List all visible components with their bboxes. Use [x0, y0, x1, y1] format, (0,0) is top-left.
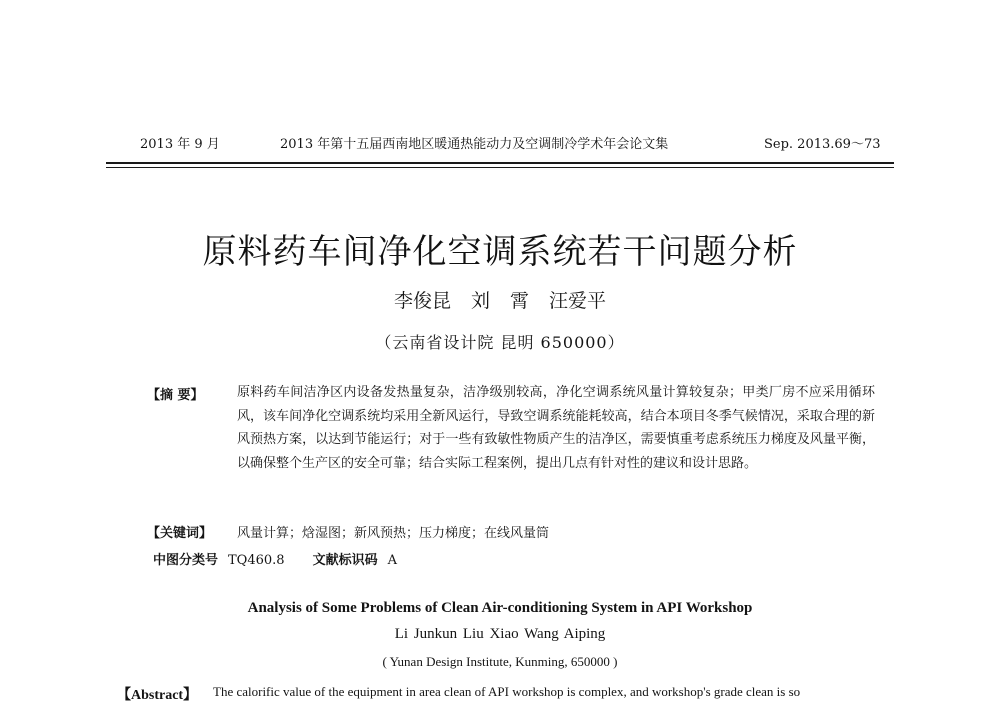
- keywords-label: 【关键词】: [147, 526, 213, 541]
- header-journal: 2013 年第十五届西南地区暖通热能动力及空调制冷学术年会论文集: [280, 137, 669, 152]
- paper-affiliation: （云南省设计院 昆明 650000）: [375, 333, 625, 352]
- header-rule-thick: [106, 162, 894, 164]
- classification-label: 中图分类号: [153, 553, 219, 568]
- header-pages: Sep. 2013.69～73: [764, 137, 881, 152]
- classification-row: [153, 549, 425, 568]
- header-rule-thin: [106, 167, 894, 168]
- paper-authors: 李俊昆 刘 霄 汪爱平: [393, 290, 607, 312]
- header-date: 2013 年 9 月: [140, 137, 220, 152]
- paper-title: 原料药车间净化空调系统若干问题分析: [202, 232, 798, 272]
- classification-value: TQ460.8: [228, 553, 285, 568]
- english-abstract-text: The calorific value of the equipment in area clean of API workshop is complex, and workshop's grade clean is so: [213, 684, 801, 699]
- english-title: Analysis of Some Problems of Clean Air-conditioning System in API Workshop: [247, 600, 753, 616]
- keywords-text: 风量计算；焓湿图；新风预热；压力梯度；在线风量筒: [237, 526, 550, 541]
- english-abstract-label: 【Abstract】: [117, 688, 198, 703]
- abstract-label: 【摘 要】: [147, 388, 204, 403]
- english-affiliation: ( Yunan Design Institute, Kunming, 650000 ): [382, 654, 618, 669]
- abstract-text: 原料药车间洁净区内设备发热量复杂，洁净级别较高，净化空调系统风量计算较复杂；甲类厂房不应采用循环风，该车间净化空调系统均采用全新风运行，导致空调系统能耗较高，结合本项目冬季气候情况，采取合理的新风预热方案，以达到节能运行；对于一些有致敏性物质产生的洁净区，需要慎重考虑系统压力梯度及风量平衡，以确保整个生产区的安全可靠；结合实际工程案例，提出几点有针对性的建议和设计思路。: [237, 385, 875, 471]
- doc-code-label: 文献标识码: [312, 553, 378, 568]
- doc-code-value: A: [387, 553, 397, 568]
- english-authors: Li Junkun Liu Xiao Wang Aiping: [394, 626, 606, 642]
